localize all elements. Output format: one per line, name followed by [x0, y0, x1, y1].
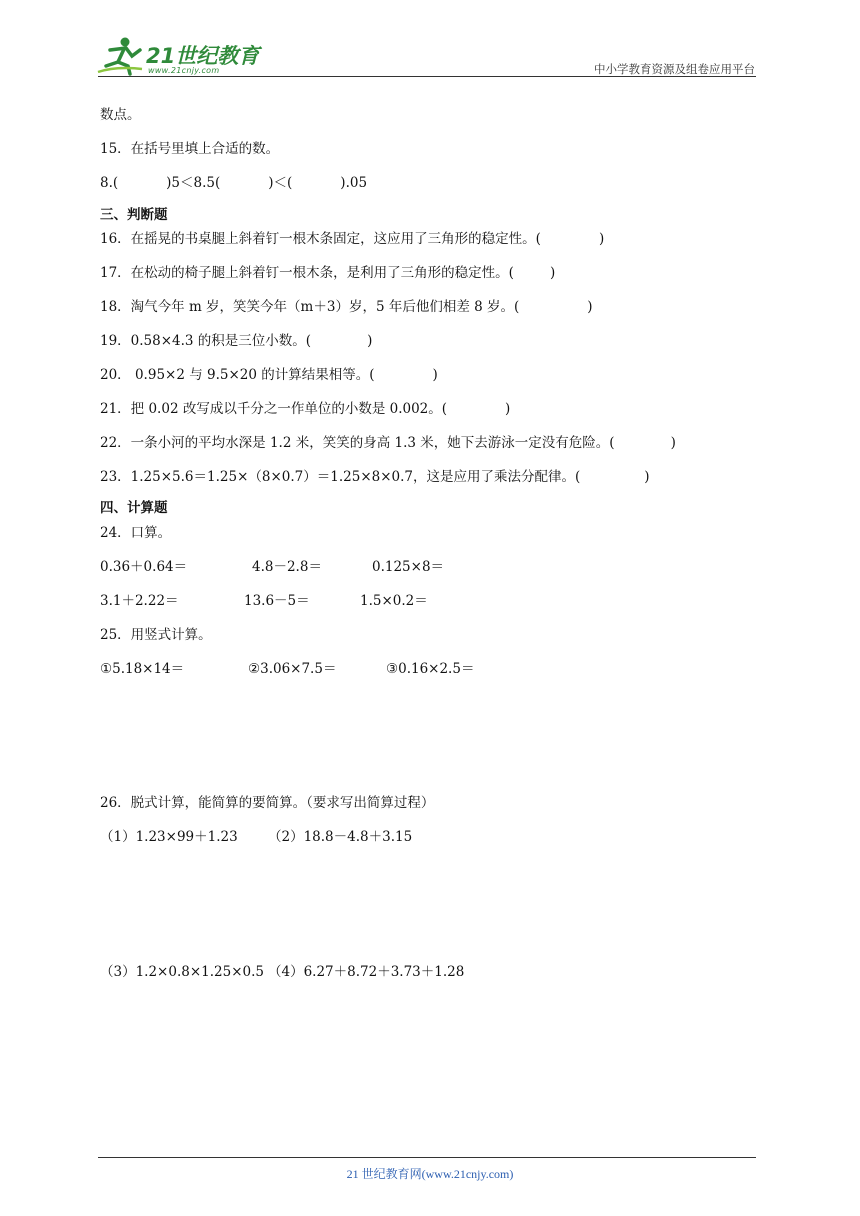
stepwise-calc-1: （1）1.23×99＋1.23	[100, 829, 238, 845]
mental-calc-5: 13.6－5＝	[244, 593, 310, 609]
question-19: 19．0.58×4.3 的积是三位小数。( )	[100, 333, 373, 349]
header-divider	[98, 76, 756, 77]
question-16: 16．在摇晃的书桌腿上斜着钉一根木条固定，这应用了三角形的稳定性。( )	[100, 231, 605, 247]
vertical-calc-1: ①5.18×14＝	[100, 661, 185, 677]
section-title-calculation: 四、计算题	[100, 500, 168, 516]
q15-part-a: 8.(	[100, 175, 119, 191]
mental-calc-4: 3.1＋2.22＝	[100, 593, 179, 609]
mental-calc-3: 0.125×8＝	[372, 559, 445, 575]
footer-divider	[98, 1157, 756, 1158]
question-17: 17．在松动的椅子腿上斜着钉一根木条，是利用了三角形的稳定性。( )	[100, 265, 556, 281]
question-24: 24．口算。	[100, 525, 172, 541]
platform-name: 中小学教育资源及组卷应用平台	[594, 62, 755, 76]
logo-name: 21世纪教育	[146, 44, 260, 68]
q15-part-b: )5＜8.5(	[166, 175, 221, 191]
stepwise-calc-4: （4）6.27＋8.72＋3.73＋1.28	[268, 964, 465, 980]
q15-part-c: )＜(	[268, 175, 293, 191]
question-25: 25．用竖式计算。	[100, 627, 212, 643]
question-20: 20． 0.95×2 与 9.5×20 的计算结果相等。( )	[100, 367, 438, 383]
text-line: 数点。	[100, 107, 141, 123]
question-15: 15．在括号里填上合适的数。	[100, 141, 280, 157]
logo-url: www.21cnjy.com	[148, 66, 220, 75]
mental-calc-1: 0.36＋0.64＝	[100, 559, 188, 575]
question-18: 18．淘气今年 m 岁，笑笑今年（m＋3）岁，5 年后他们相差 8 岁。( )	[100, 299, 593, 315]
stepwise-calc-3: （3）1.2×0.8×1.25×0.5	[100, 964, 264, 980]
logo	[96, 36, 266, 78]
vertical-calc-2: ②3.06×7.5＝	[248, 661, 337, 677]
footer-link[interactable]: 21 世纪教育网(www.21cnjy.com)	[346, 1167, 514, 1181]
question-26: 26．脱式计算，能简算的要简算。（要求写出简算过程）	[100, 795, 435, 811]
question-21: 21．把 0.02 改写成以千分之一作单位的小数是 0.002。( )	[100, 401, 511, 417]
vertical-calc-3: ③0.16×2.5＝	[386, 661, 475, 677]
question-23: 23．1.25×5.6＝1.25×（8×0.7）＝1.25×8×0.7，这是应用了乘法分配律。( )	[100, 469, 650, 485]
stepwise-calc-2: （2）18.8－4.8＋3.15	[268, 829, 413, 845]
mental-calc-2: 4.8－2.8＝	[252, 559, 322, 575]
section-title-judgement: 三、判断题	[100, 207, 168, 223]
question-22: 22．一条小河的平均水深是 1.2 米，笑笑的身高 1.3 米，她下去游泳一定没有危险。( )	[100, 435, 676, 451]
mental-calc-6: 1.5×0.2＝	[360, 593, 428, 609]
question-15-blanks	[100, 174, 367, 192]
q15-part-d: ).05	[340, 175, 368, 191]
runner-logo-icon	[96, 36, 144, 76]
